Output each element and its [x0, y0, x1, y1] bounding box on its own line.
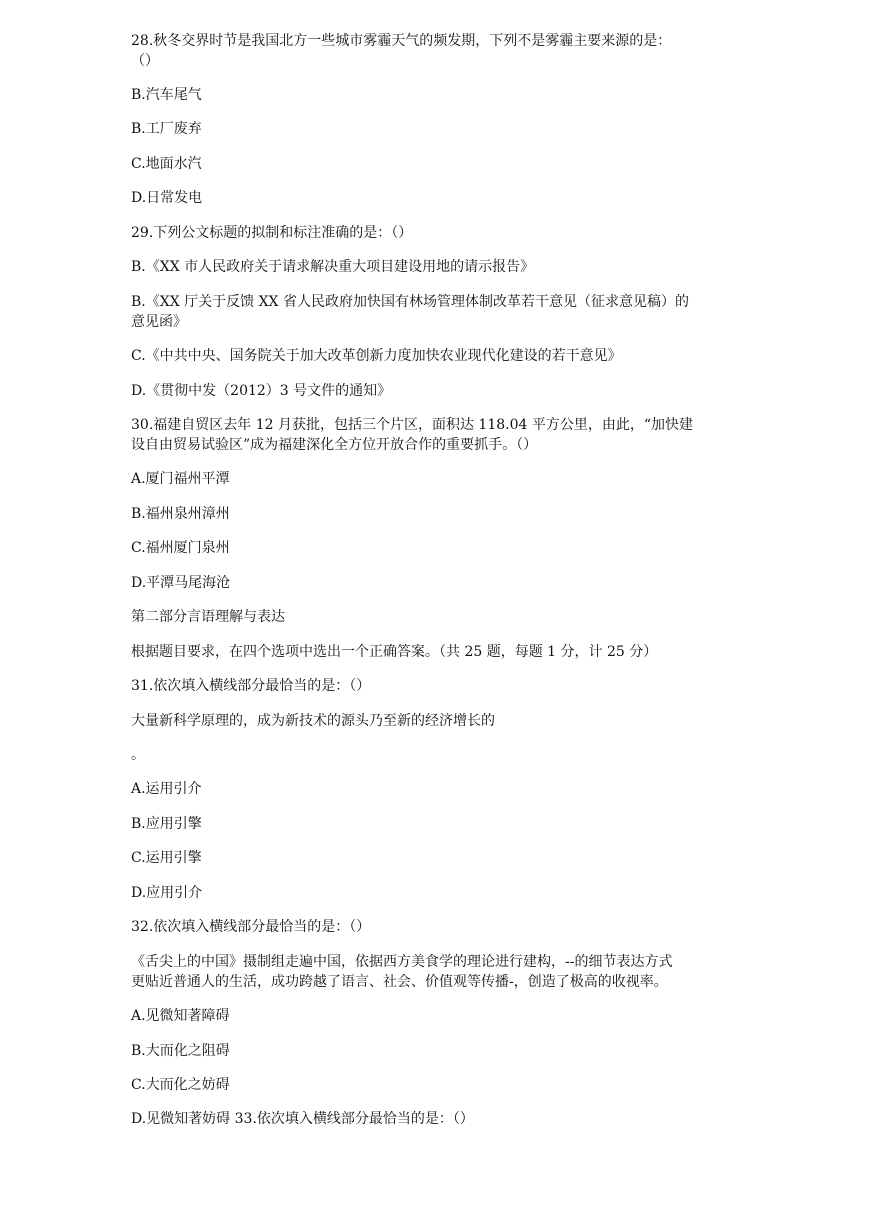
q31-option: C.运用引擎: [131, 850, 202, 866]
q28-option: C.地面水汽: [131, 156, 202, 172]
q30-option: C.福州厦门泉州: [131, 540, 230, 556]
q29-option-b-cont: 意见函》: [131, 314, 187, 330]
q31-option: B.应用引擎: [131, 816, 202, 832]
q31-option: A.运用引介: [131, 781, 202, 797]
q32-option: A.见微知著障碍: [131, 1008, 230, 1024]
q32-option-d-and-q33-stem: D.见微知著妨碍 33.依次填入横线部分最恰当的是：（）: [131, 1111, 474, 1127]
q30-option: A.厦门福州平潭: [131, 471, 230, 487]
q29-option-a: B.《XX 市人民政府关于请求解决重大项目建设用地的请示报告》: [131, 259, 535, 275]
q32-text-cont: 更贴近普通人的生活，成功跨越了语言、社会、价值观等传播-，创造了极高的收视率。: [131, 974, 668, 990]
q28-stem-paren: （）: [131, 53, 159, 69]
q31-text: 大量新科学原理的，成为新技术的源头乃至新的经济增长的: [131, 713, 495, 729]
section-instruction: 根据题目要求，在四个选项中选出一个正确答案。（共 25 题，每题 1 分，计 25 分）: [131, 644, 658, 660]
q28-option: B.工厂废弃: [131, 121, 202, 137]
q29-option-d: D.《贯彻中发（2012）3 号文件的通知》: [131, 383, 392, 399]
section-title: 第二部分言语理解与表达: [131, 609, 285, 625]
q31-option: D.应用引介: [131, 885, 203, 901]
q30-stem-cont: 设自由贸易试验区”成为福建深化全方位开放合作的重要抓手。（）: [131, 437, 538, 453]
q32-option: B.大而化之阻碍: [131, 1043, 230, 1059]
q30-option: D.平潭马尾海沧: [131, 575, 231, 591]
q28-option: D.日常发电: [131, 190, 203, 206]
q29-stem: 29.下列公文标题的拟制和标注准确的是：（）: [131, 225, 413, 241]
q28-stem: 28.秋冬交界时节是我国北方一些城市雾霾天气的频发期，下列不是雾霾主要来源的是：: [131, 33, 672, 49]
q32-text: 《舌尖上的中国》摄制组走遍中国，依据西方美食学的理论进行建构，--的细节表达方式: [131, 954, 673, 970]
q28-option: B.汽车尾气: [131, 87, 202, 103]
q29-option-b: B.《XX 厅关于反馈 XX 省人民政府加快国有林场管理体制改革若干意见（征求意见稿）的: [131, 294, 689, 310]
q31-stem: 31.依次填入横线部分最恰当的是：（）: [131, 678, 371, 694]
q29-option-c: C.《中共中央、国务院关于加大改革创新力度加快农业现代化建设的若干意见》: [131, 348, 622, 364]
q30-stem: 30.福建自贸区去年 12 月获批，包括三个片区，面积达 118.04 平方公里，由此，“加快建: [131, 417, 694, 433]
q32-stem: 32.依次填入横线部分最恰当的是：（）: [131, 919, 371, 935]
q32-option: C.大而化之妨碍: [131, 1077, 230, 1093]
q30-option: B.福州泉州漳州: [131, 506, 230, 522]
q31-text-cont: 。: [131, 747, 145, 763]
